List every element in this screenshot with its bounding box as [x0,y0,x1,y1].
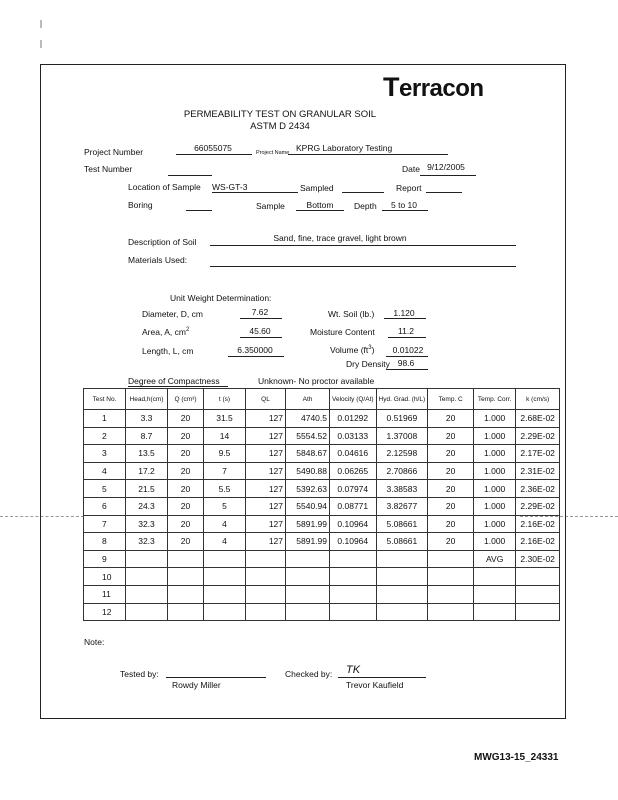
table-cell [428,550,474,568]
table-cell [516,568,560,586]
table-cell [376,568,428,586]
column-header: Ath [286,389,330,410]
table-cell [428,585,474,603]
table-row [84,533,560,551]
table-cell: 31.5 [204,410,246,428]
table-cell [376,603,428,621]
table-cell [286,568,330,586]
table-cell: 0.01292 [330,410,377,428]
table-cell [126,585,168,603]
table-cell: 5.5 [204,480,246,498]
scan-mark [40,20,42,28]
description-label: Description of Soil [128,237,197,247]
table-cell: 17.2 [126,462,168,480]
table-cell: 1 [84,410,126,428]
table-cell [204,568,246,586]
table-cell: 5.08661 [376,533,428,551]
table-cell: 2.30E-02 [516,550,560,568]
table-cell: 20 [428,462,474,480]
diameter-value: 7.62 [251,307,269,317]
table-cell: 2.16E-02 [516,515,560,533]
scan-mark [40,40,42,48]
boring-label: Boring [128,200,153,210]
column-header: Head,h(cm) [126,389,168,410]
table-cell: 0.06265 [330,462,377,480]
table-cell: 32.3 [126,533,168,551]
table-cell: 127 [246,427,286,445]
table-cell: 9 [84,550,126,568]
table-cell: 1.000 [474,533,516,551]
project-number-value: 66055075 [194,143,232,153]
table-cell: 20 [428,480,474,498]
tested-by-name: Rowdy Miller [172,680,221,690]
sampled-label: Sampled [300,183,334,193]
location-value: WS-GT-3 [212,182,248,192]
table-row [84,445,560,463]
table-cell: 1.37008 [376,427,428,445]
report-label: Report [396,183,422,193]
table-cell: 2.68E-02 [516,410,560,428]
table-cell: 0.51969 [376,410,428,428]
document-id: MWG13-15_24331 [474,752,559,763]
table-cell: 2.29E-02 [516,427,560,445]
table-cell [246,568,286,586]
table-row [84,497,560,515]
table-cell [246,550,286,568]
column-header: Temp. C [428,389,474,410]
table-cell: 1.000 [474,445,516,463]
table-cell [204,585,246,603]
table-cell: 127 [246,410,286,428]
table-cell: 1.000 [474,497,516,515]
table-cell [474,568,516,586]
table-cell [516,603,560,621]
table-row [84,410,560,428]
table-cell: 20 [428,445,474,463]
diameter-label: Diameter, D, cm [142,309,203,319]
table-cell: 10 [84,568,126,586]
dry-density-value: 98.6 [397,358,415,368]
table-cell: 1.000 [474,427,516,445]
table-cell [330,568,377,586]
column-header: Temp. Corr. [474,389,516,410]
depth-label: Depth [354,201,377,211]
table-cell: 3.38583 [376,480,428,498]
table-cell: 127 [246,462,286,480]
table-cell: 2 [84,427,126,445]
table-cell [428,603,474,621]
table-row [84,568,560,586]
date-value: 9/12/2005 [427,162,465,172]
table-cell: 11 [84,585,126,603]
table-cell: 4 [204,515,246,533]
table-cell: 8 [84,533,126,551]
table-row [84,603,560,621]
table-cell: 4 [204,533,246,551]
table-cell [126,568,168,586]
table-cell: 13.5 [126,445,168,463]
table-cell: 20 [168,427,204,445]
table-cell [376,550,428,568]
dry-density-label: Dry Density [346,359,390,369]
table-cell [126,550,168,568]
description-value: Sand, fine, trace gravel, light brown [273,233,407,243]
table-cell: 3.82677 [376,497,428,515]
depth-value: 5 to 10 [391,200,417,210]
moisture-label: Moisture Content [310,327,375,337]
table-cell: 0.04616 [330,445,377,463]
table-cell: 2.12598 [376,445,428,463]
table-cell: 32.3 [126,515,168,533]
table-cell: 5392.63 [286,480,330,498]
area-label: Area, A, $cm^2$ [142,327,190,337]
project-name-label: Project Name [256,150,290,156]
table-cell: 6 [84,497,126,515]
table-header-row [84,389,560,410]
table-cell [168,550,204,568]
table-row [84,480,560,498]
table-cell: 20 [168,462,204,480]
table-cell: 20 [428,515,474,533]
table-cell [286,603,330,621]
form-subtitle: ASTM D 2434 [250,121,310,132]
table-cell: 20 [428,427,474,445]
column-header: Velocity (Q/At) [330,389,377,410]
table-cell: 5540.94 [286,497,330,515]
tested-by-label: Tested by: [120,669,159,679]
table-cell: 127 [246,497,286,515]
table-cell: 20 [168,533,204,551]
test-number-label: Test Number [84,164,133,174]
table-cell [126,603,168,621]
table-cell: 24.3 [126,497,168,515]
compactness-value: Unknown- No proctor available [258,376,375,386]
table-cell: AVG [474,550,516,568]
compactness-label: Degree of Compactness [128,376,220,386]
table-cell [474,585,516,603]
moisture-value: 11.2 [398,326,414,336]
table-cell: 2.29E-02 [516,497,560,515]
table-cell: 20 [168,445,204,463]
column-header: Q (cm³) [168,389,204,410]
table-row [84,550,560,568]
table-cell: 5490.88 [286,462,330,480]
table-cell: 0.07974 [330,480,377,498]
materials-label: Materials Used: [128,255,188,265]
table-cell [246,585,286,603]
table-cell: 3.3 [126,410,168,428]
table-cell: 12 [84,603,126,621]
table-cell [168,585,204,603]
table-cell: 5 [84,480,126,498]
table-cell: 4740.5 [286,410,330,428]
table-cell: 20 [428,410,474,428]
form-title: PERMEABILITY TEST ON GRANULAR SOIL [183,109,377,120]
table-cell: 7 [204,462,246,480]
table-cell: 3 [84,445,126,463]
volume-label: Volume $(ft^3)$ [330,345,375,355]
table-cell: 5891.99 [286,515,330,533]
project-number-label: Project Number [84,147,144,157]
length-label: Length, L, cm [142,346,194,356]
table-cell: 1.000 [474,480,516,498]
table-row [84,462,560,480]
table-cell: 8.7 [126,427,168,445]
table-cell: 0.08771 [330,497,377,515]
table-cell: 20 [428,497,474,515]
table-cell: 21.5 [126,480,168,498]
table-cell: 127 [246,515,286,533]
table-cell: 2.31E-02 [516,462,560,480]
table-cell: 1.000 [474,515,516,533]
table-cell: 7 [84,515,126,533]
table-cell [330,603,377,621]
volume-value: 0.01022 [392,345,424,355]
terracon-logo: Terracon [383,72,484,102]
table-cell: 20 [428,533,474,551]
wt-soil-label: Wt. Soil (lb.) [328,309,375,319]
notes-label: Note: [84,637,105,647]
table-cell [428,568,474,586]
table-cell: 14 [204,427,246,445]
column-header: t (s) [204,389,246,410]
table-cell: 20 [168,410,204,428]
location-label: Location of Sample [128,182,201,192]
table-cell: 2.16E-02 [516,533,560,551]
checked-by-name: Trevor Kaufield [346,680,404,690]
table-row [84,427,560,445]
table-cell [376,585,428,603]
table-cell: 2.17E-02 [516,445,560,463]
table-cell: 2.36E-02 [516,480,560,498]
table-cell [168,603,204,621]
table-cell: 127 [246,445,286,463]
project-name-value: KPRG Laboratory Testing [296,143,393,153]
table-cell: 5.08661 [376,515,428,533]
checked-by-signature: TK [346,664,361,676]
table-cell: 20 [168,497,204,515]
table-cell: 0.03133 [330,427,377,445]
table-cell [168,568,204,586]
table-cell: 2.70866 [376,462,428,480]
table-cell [204,550,246,568]
table-cell [330,585,377,603]
table-cell: 0.10964 [330,515,377,533]
table-cell: 1.000 [474,410,516,428]
table-cell [204,603,246,621]
table-cell [286,585,330,603]
sample-label: Sample [256,201,285,211]
table-cell: 5 [204,497,246,515]
table-cell [246,603,286,621]
date-label: Date [402,164,420,174]
table-cell: 5891.99 [286,533,330,551]
table-cell: 5554.52 [286,427,330,445]
wt-soil-value: 1.120 [393,308,415,318]
table-cell: 0.10964 [330,533,377,551]
table-cell: 20 [168,480,204,498]
area-value: 45.60 [249,326,271,336]
table-cell: 4 [84,462,126,480]
table-cell: 20 [168,515,204,533]
table-cell: 5848.67 [286,445,330,463]
table-cell [516,585,560,603]
table-row [84,585,560,603]
table-cell: 127 [246,480,286,498]
table-row [84,515,560,533]
checked-by-label: Checked by: [285,669,333,679]
table-cell: 1.000 [474,462,516,480]
column-header: Test No. [84,389,126,410]
table-cell: 9.5 [204,445,246,463]
unit-weight-heading: Unit Weight Determination: [170,293,272,303]
column-header: QL [246,389,286,410]
table-cell [474,603,516,621]
table-cell: 127 [246,533,286,551]
length-value: 6.350000 [237,345,273,355]
table-cell [330,550,377,568]
column-header: k (cm/s) [516,389,560,410]
permeability-table [83,388,560,621]
sample-value: Bottom [306,200,334,210]
column-header: Hyd. Grad. (h/L) [376,389,428,410]
table-cell [286,550,330,568]
